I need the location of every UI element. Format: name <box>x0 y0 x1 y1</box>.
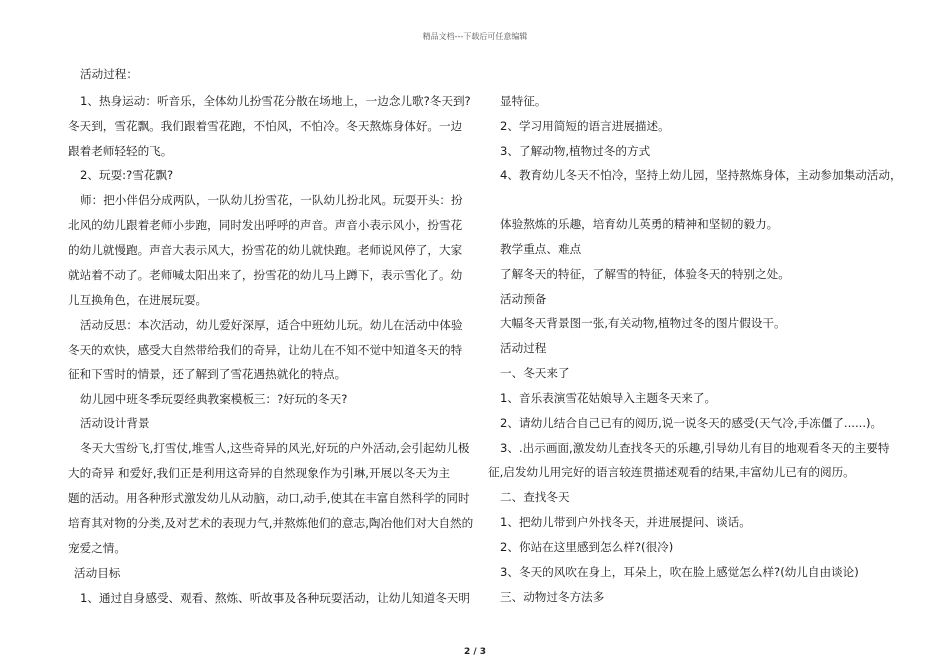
text-line: 大幅冬天背景图一张,有关动物,植物过冬的图片假设干。 <box>500 316 786 330</box>
text-line: 一、冬天来了 <box>500 366 570 380</box>
text-line: 1、音乐表演雪花姑娘导入主题冬天来了。 <box>500 391 717 405</box>
text-line: 1、把幼儿带到户外找冬天，并进展提问、谈话。 <box>500 515 751 529</box>
text-line: 冬天的欢快，感受大自然带给我们的奇异，让幼儿在不知不觉中知道冬天的特 <box>68 343 463 357</box>
text-line: 教学重点、难点 <box>500 242 582 256</box>
text-line: 活动设计背景 <box>80 416 150 430</box>
text-line: 体验熬炼的乐趣，培育幼儿英勇的精神和坚韧的毅力。 <box>500 217 779 231</box>
text-line: 活动反思：本次活动，幼儿爱好深厚，适合中班幼儿玩。幼儿在活动中体验 <box>80 318 463 332</box>
text-line: 了解冬天的特征，了解雪的特征，体验冬天的特别之处。 <box>500 267 790 281</box>
text-line: 2、玩耍:?雪花飘? <box>80 168 174 182</box>
text-line: 冬天大雪纷飞,打雪仗,堆雪人,这些奇异的风光,好玩的户外活动,会引起幼儿极 <box>80 441 470 455</box>
text-line: 二、查找冬天 <box>500 490 570 504</box>
text-line: 三、动物过冬方法多 <box>500 590 605 604</box>
text-line: 3、.出示画面,激发幼儿查找冬天的乐趣,引导幼儿有目的地观看冬天的主要特 <box>500 441 890 455</box>
text-line: 活动目标 <box>74 566 121 580</box>
text-line: 宠爱之情。 <box>68 541 126 555</box>
text-line: 1、热身运动：听音乐，全体幼儿扮雪花分散在场地上，一边念儿歌?冬天到? <box>80 94 471 108</box>
text-line: 活动过程： <box>80 67 138 81</box>
text-line: 培育其对物的分类,及对艺术的表现力气,并熬炼他们的意志,陶冶他们对大自然的 <box>68 516 474 530</box>
text-line: 显特征。 <box>500 94 547 108</box>
text-line: 征和下雪时的情景，还了解到了雪花遇热就化的特点。 <box>68 367 347 381</box>
text-line: 2、请幼儿结合自己已有的阅历,说一说冬天的感受(天气冷,手冻僵了......)。 <box>500 416 883 430</box>
text-line: 1、通过自身感受、观看、熬炼、听故事及各种玩耍活动，让幼儿知道冬天明 <box>80 591 470 605</box>
text-line: 2、你站在这里感到怎么样?(很冷) <box>500 540 674 554</box>
text-line: 跟着老师轻轻的飞。 <box>68 144 173 158</box>
text-line: 3、了解动物,植物过冬的方式 <box>500 144 651 158</box>
text-line: 活动过程 <box>500 341 547 355</box>
text-line: 的幼儿就慢跑。声音大表示风大，扮雪花的幼儿就快跑。老师说风停了，大家 <box>68 243 463 257</box>
text-line: 3、冬天的风吹在身上，耳朵上，吹在脸上感觉怎么样?(幼儿自由谈论) <box>500 565 859 579</box>
page-number: 2 / 3 <box>463 647 487 657</box>
text-line: 师：把小伴侣分成两队，一队幼儿扮雪花，一队幼儿扮北风。玩耍开头：扮 <box>80 193 463 207</box>
text-line: 幼儿园中班冬季玩耍经典教案模板三：?好玩的冬天? <box>80 392 348 406</box>
text-line: 活动预备 <box>500 292 547 306</box>
text-line: 征,启发幼儿用完好的语言较连贯描述观看的结果,丰富幼儿已有的阅历。 <box>488 465 855 479</box>
text-line: 题的活动。用各种形式激发幼儿从动脑，动口,动手,使其在丰富自然科学的同时 <box>68 491 470 505</box>
text-line: 冬天到，雪花飘。我们跟着雪花跑，不怕风，不怕冷。冬天熬炼身体好。一边 <box>68 119 463 133</box>
text-line: 北风的幼儿跟着老师小步跑，同时发出呼呼的声音。声音小表示风小，扮雪花 <box>68 218 463 232</box>
page-header: 精品文档---下载后可任意编辑 <box>422 32 528 41</box>
text-line: 4、教育幼儿冬天不怕冷，坚持上幼儿园，坚持熬炼身体，主动参加集动活动， <box>500 168 902 182</box>
text-line: 2、学习用简短的语言进展描述。 <box>500 119 670 133</box>
text-line: 大的奇异 和爱好,我们正是利用这奇异的自然现象作为引琳,开展以冬天为主 <box>68 466 451 480</box>
text-line: 就站着不动了。老师喊太阳出来了，扮雪花的幼儿马上蹲下，表示雪化了。幼 <box>68 268 463 282</box>
text-line: 儿互换角色，在进展玩耍。 <box>68 293 208 307</box>
